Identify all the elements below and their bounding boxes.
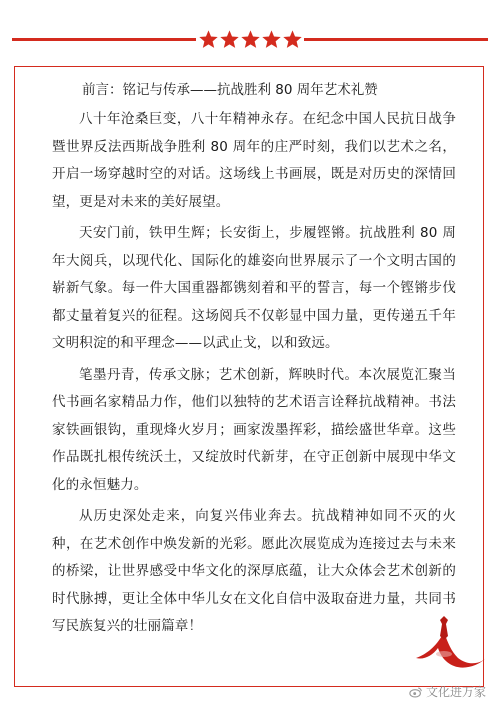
star-icon	[240, 29, 261, 50]
document-body	[52, 76, 456, 645]
star-row	[196, 24, 304, 54]
paragraph-2: 天安门前，铁甲生辉；长安街上，步履铿锵。抗战胜利 80 周年大阅兵，以现代化、国际化的雄姿向世界展示了一个文明古国的崭新气象。每一件大国重器都镌刻着和平的誓言，每一个铿锵步伐都丈量着复兴的征程。这场阅兵不仅彰显中国力量，更传递五千年文明积淀的和平理念——以武止戈，以和致远。	[52, 225, 456, 351]
top-divider-left	[12, 38, 196, 41]
emblem-logo-icon	[414, 614, 488, 670]
star-icon	[261, 29, 282, 50]
watermark	[409, 683, 486, 700]
paragraph-4: 从历史深处走来，向复兴伟业奔去。抗战精神如同不灭的火种，在艺术创作中焕发新的光彩。愿此次展览成为连接过去与未来的桥梁，让世界感受中华文化的深厚底蕴，让大众体会艺术创新的时代脉搏，更让全体中华儿女在文化自信中汲取奋进力量，共同书写民族复兴的壮丽篇章！	[52, 508, 456, 634]
paragraph-1: 八十年沧桑巨变，八十年精神永存。在纪念中国人民抗日战争暨世界反法西斯战争胜利 80 周年的庄严时刻，我们以艺术之名，开启一场穿越时空的对话。这场线上书画展，既是对历史的深情回望，更是对未来的美好展望。	[52, 111, 456, 210]
document-title: 前言：铭记与传承——抗战胜利 80 周年艺术礼赞	[82, 82, 378, 98]
watermark-text: 文化进万家	[425, 685, 486, 699]
top-divider-right	[304, 38, 488, 41]
weibo-icon	[409, 685, 423, 699]
star-icon	[198, 29, 219, 50]
paragraph-3: 笔墨丹青，传承文脉；艺术创新，辉映时代。本次展览汇聚当代书画名家精品力作，他们以独特的艺术语言诠释抗战精神。书法家铁画银钩，重现烽火岁月；画家泼墨挥彩，描绘盛世华章。这些作品既扎根传统沃土，又绽放时代新芽，在守正创新中展现中华文化的永恒魅力。	[52, 366, 456, 493]
star-icon	[219, 29, 240, 50]
star-icon	[282, 29, 303, 50]
